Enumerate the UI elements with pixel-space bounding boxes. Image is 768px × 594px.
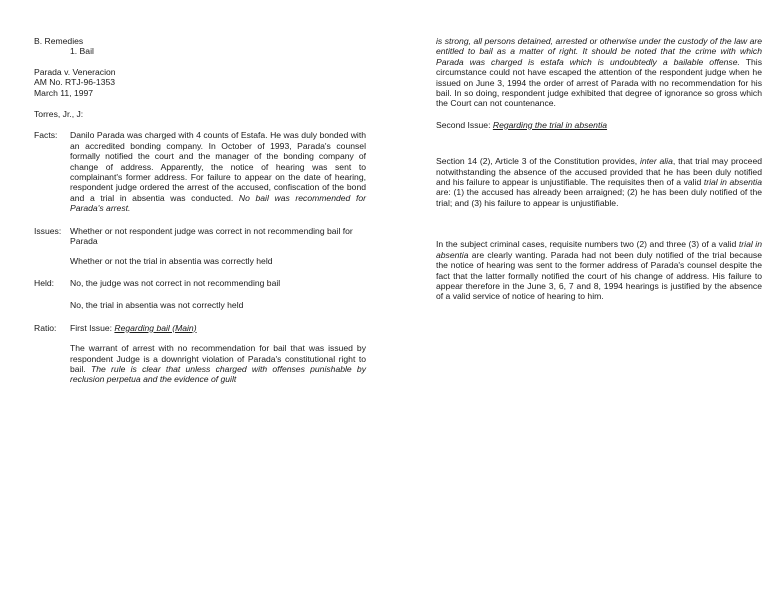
- case-date: March 11, 1997: [34, 87, 94, 98]
- issue-first: Whether or not respondent judge was correct in not recommending bail for Parada: [70, 225, 353, 247]
- facts-label: Facts:: [34, 130, 58, 141]
- p2-text-e: are: (1) the accused has already been arraigned; (2) he has been duly notified of the trial; and (3) his failure to appear is unjustifiable.: [436, 187, 762, 208]
- second-issue-title: Regarding the trial in absentia: [492, 119, 608, 130]
- p3-emphasis-b: trial in absentia: [436, 239, 762, 260]
- issue-second: Whether or not the trial in absentia was correctly held: [70, 255, 273, 266]
- section-heading: B. Remedies: [34, 36, 84, 46]
- subsection-heading: 1. Bail: [70, 46, 94, 57]
- trial-absentia-paragraph: [436, 156, 762, 208]
- held-second: No, the trial in absentia was not correctly held: [70, 300, 244, 311]
- p3-text-c: are clearly wanting. Parada had not been duly notified of the trial because the notice of hearing was sent to the former address of Parada's counsel despite the fact that the latter formally notified the court of his change of address. His failure to appear therefore in the June 3, 6, 7 and 8, 1994 hearings is justified by the absence of a valid service of notice of hearing to him.: [436, 249, 762, 302]
- facts-section: [34, 130, 366, 213]
- held-label: Held:: [34, 277, 55, 288]
- p2-text-c: , that trial may proceed notwithstanding the absence of the accused provided that he has been duly notified and his failure to appear is unjustifiable. The requisites then of a valid: [436, 156, 762, 188]
- p2-text-a: Section 14 (2), Article 3 of the Constitution provides,: [436, 156, 638, 167]
- ratio-paragraph-emphasis: The rule is clear that unless charged with offenses punishable by reclusion perpetua and the evidence of guilt: [70, 363, 367, 385]
- second-issue-prefix: Second Issue:: [436, 119, 491, 130]
- case-title: Parada v. Veneracion: [34, 66, 116, 77]
- first-issue-title: Regarding bail (Main): [114, 322, 197, 333]
- facts-body: Danilo Parada was charged with 4 counts of Estafa. He was duly bonded with an accredited bonding company. In October of 1993, Parada's counsel formally notified the court and the manager of the bonding company of change of address. Apparently, the notice of hearing was sent to complainant's former address. For failure to appear on the date of hearing, respondent judge ordered the arrest of the accused, confiscation of the bond and a trial in absentia was conducted.: [70, 130, 366, 203]
- held-first: No, the judge was not correct in not recommending bail: [70, 277, 281, 288]
- continued-emphasis: is strong, all persons detained, arrested or otherwise under the custody of the law are entitled to bail as a matter of right. It should be noted that the crime with which Parada was charged is estafa which is undoubtedly a bailable offense.: [436, 36, 762, 67]
- held-section: [34, 278, 366, 288]
- right-column: [436, 36, 762, 302]
- criminal-cases-paragraph: [436, 239, 762, 301]
- continued-text: This circumstance could not have escaped the attention of the respondent judge when he issued on June 3, 1994 the order of arrest of Parada with no recommendation for his bail. In so doing, respondent judge exhibited that degree of ignorance so gross which the Court can not countenance.: [436, 56, 763, 109]
- issues-label: Issues:: [34, 225, 62, 236]
- second-issue-heading: [436, 120, 762, 130]
- ratio-section: [34, 323, 366, 333]
- first-issue-prefix: First Issue:: [70, 322, 113, 333]
- left-column: [34, 36, 366, 385]
- facts-text: [70, 130, 366, 213]
- ponente: Torres, Jr., J:: [34, 109, 84, 120]
- ratio-paragraph: [70, 343, 366, 385]
- case-number: AM No. RTJ-96-1353: [34, 77, 116, 88]
- issues-section: [34, 226, 366, 247]
- p2-emphasis-b: inter alia: [639, 156, 673, 167]
- first-issue-heading: [70, 323, 366, 333]
- ratio-paragraph-text: The warrant of arrest with no recommendation for bail that was issued by respondent Judge is a downright violation of Parada's constitutional right to bail.: [70, 343, 366, 374]
- continued-paragraph: [436, 36, 762, 109]
- p2-emphasis-d: trial in absentia: [703, 177, 762, 188]
- p3-text-a: In the subject criminal cases, requisite numbers two (2) and three (3) of a valid: [436, 239, 737, 250]
- facts-emphasis: No bail was recommended for Parada's arrest.: [70, 192, 366, 214]
- ratio-label: Ratio:: [34, 322, 57, 333]
